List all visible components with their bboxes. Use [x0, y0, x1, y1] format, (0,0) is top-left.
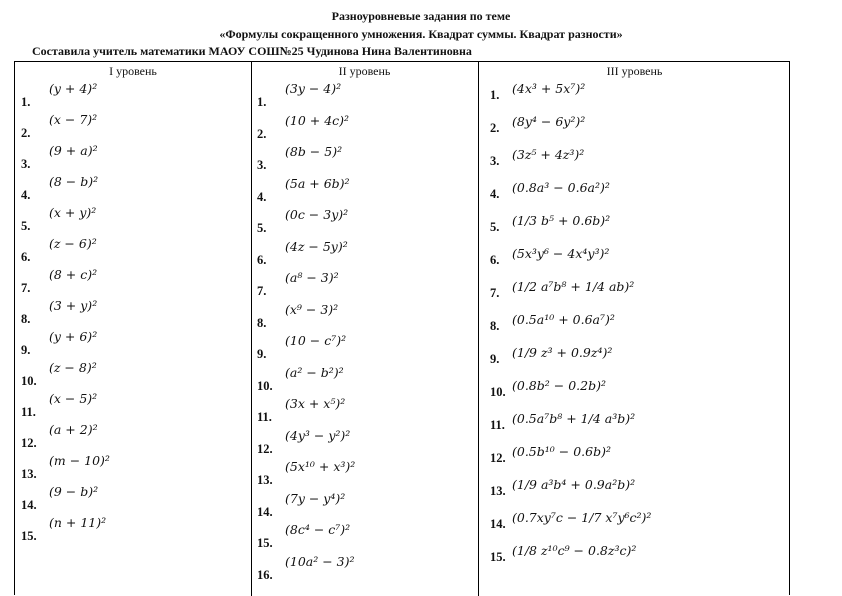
task-number: 6.	[21, 250, 31, 264]
task-number: 9.	[257, 347, 267, 361]
task-number: 10.	[257, 378, 273, 393]
level-3-title: III уровень	[606, 64, 663, 78]
task-number: 16.	[257, 567, 273, 582]
task-expression: (3z⁵ + 4z³)²	[512, 147, 585, 162]
task-expression: (0.8a³ − 0.6a²)²	[512, 180, 610, 195]
level-1-title: I уровень	[109, 64, 157, 78]
task-expression: (z − 6)²	[49, 236, 97, 251]
task-expression: (4x³ + 5x⁷)²	[512, 81, 586, 96]
task-expression: (5x³y⁶ − 4x⁴y³)²	[512, 246, 610, 261]
task-expression: (1/3 b⁵ + 0.6b)²	[512, 213, 611, 228]
task-number: 3.	[257, 158, 267, 172]
task-number: 6.	[257, 252, 267, 267]
level-2-column	[251, 62, 479, 596]
task-number: 8.	[257, 315, 267, 330]
task-expression: (a⁸ − 3)²	[285, 270, 339, 285]
task-number: 12.	[490, 451, 506, 465]
task-expression: (a + 2)²	[49, 422, 98, 437]
task-expression: (0.7xy⁷c − 1/7 x⁷y⁶c²)²	[512, 510, 652, 525]
task-number: 9.	[490, 352, 500, 366]
task-number: 2.	[21, 126, 31, 140]
task-number: 8.	[21, 312, 31, 326]
task-expression: (0.5a⁷b⁸ + 1/4 a³b)²	[512, 411, 636, 426]
task-number: 12.	[257, 441, 273, 456]
task-number: 1.	[21, 95, 31, 109]
task-expression: (1/8 z¹⁰c⁹ − 0.8z³c)²	[512, 543, 637, 558]
task-expression: (y + 4)²	[49, 81, 98, 96]
task-number: 3.	[21, 157, 31, 171]
task-expression: (0c − 3y)²	[285, 207, 349, 222]
task-expression: (9 − b)²	[49, 484, 99, 499]
task-number: 14.	[257, 504, 273, 519]
task-number: 13.	[490, 484, 506, 498]
task-expression: (8c⁴ − c⁷)²	[285, 522, 351, 537]
task-number: 1.	[257, 95, 267, 109]
task-number: 5.	[21, 219, 31, 233]
level-2-title: II уровень	[338, 64, 391, 78]
level-1-column	[15, 62, 252, 596]
task-number: 12.	[21, 436, 37, 450]
task-expression: (8 + c)²	[49, 267, 98, 282]
task-expression: (x + y)²	[49, 205, 97, 220]
tasks-table	[14, 61, 790, 595]
task-number: 3.	[490, 154, 500, 168]
task-number: 4.	[21, 188, 31, 202]
task-expression: (4z − 5y)²	[285, 238, 348, 254]
task-number: 9.	[21, 343, 31, 357]
task-expression: (4y³ − y²)²	[285, 427, 351, 443]
task-expression: (5x¹⁰ + x³)²	[285, 459, 356, 474]
level-3-column	[478, 62, 791, 596]
task-number: 2.	[490, 121, 500, 135]
task-expression: (10 + 4c)²	[285, 112, 350, 128]
task-number: 13.	[21, 467, 37, 481]
task-expression: (0.5b¹⁰ − 0.6b)²	[512, 444, 611, 459]
task-number: 2.	[257, 126, 267, 141]
task-number: 7.	[21, 281, 31, 295]
task-number: 10.	[490, 385, 506, 399]
task-expression: (x⁹ − 3)²	[285, 301, 339, 317]
task-expression: (0.8b² − 0.2b)²	[512, 378, 606, 393]
task-number: 11.	[257, 410, 272, 424]
task-number: 14.	[490, 517, 506, 531]
task-expression: (9 + a)²	[49, 143, 98, 158]
task-number: 1.	[490, 88, 500, 102]
task-expression: (10 − c⁷)²	[285, 333, 347, 348]
task-expression: (n + 11)²	[49, 515, 107, 530]
task-expression: (1/9 z³ + 0.9z⁴)²	[512, 345, 613, 360]
task-expression: (3 + y)²	[49, 298, 98, 313]
task-expression: (z − 8)²	[49, 360, 97, 375]
task-expression: (5a + 6b)²	[285, 175, 350, 191]
task-expression: (1/2 a⁷b⁸ + 1/4 ab)²	[512, 279, 635, 294]
task-expression: (8y⁴ − 6y²)²	[512, 114, 586, 129]
task-expression: (x − 5)²	[49, 391, 98, 406]
task-number: 6.	[490, 253, 500, 267]
task-expression: (1/9 a³b⁴ + 0.9a²b)²	[512, 477, 636, 492]
task-number: 14.	[21, 498, 37, 512]
document-title: Разноуровневые задания по теме	[331, 9, 511, 23]
task-number: 4.	[490, 187, 500, 201]
task-number: 5.	[257, 221, 267, 235]
task-number: 15.	[21, 529, 37, 543]
document-subtitle: «Формулы сокращенного умножения. Квадрат суммы. Квадрат разности»	[219, 27, 623, 41]
document-author: Составила учитель математики МАОУ СОШ№25 Чудинова Нина Валентиновна	[32, 44, 472, 58]
task-number: 7.	[257, 284, 267, 298]
task-expression: (0.5a¹⁰ + 0.6a⁷)²	[512, 312, 615, 327]
task-expression: (8 − b)²	[49, 174, 99, 189]
task-number: 11.	[490, 418, 505, 432]
task-number: 10.	[21, 374, 37, 388]
task-number: 15.	[490, 550, 506, 564]
task-number: 7.	[490, 286, 500, 300]
task-number: 4.	[257, 189, 267, 204]
task-expression: (8b − 5)²	[285, 144, 343, 159]
task-expression: (y + 6)²	[49, 329, 98, 344]
task-expression: (3y − 4)²	[285, 81, 342, 96]
task-expression: (m − 10)²	[49, 453, 110, 468]
task-expression: (x − 7)²	[49, 112, 98, 127]
task-number: 13.	[257, 473, 273, 487]
task-number: 5.	[490, 220, 500, 234]
task-expression: (3x + x⁵)²	[285, 396, 346, 411]
task-number: 11.	[21, 405, 36, 419]
task-number: 15.	[257, 536, 273, 550]
task-expression: (a² − b²)²	[285, 364, 344, 380]
task-expression: (7y − y⁴)²	[285, 490, 346, 506]
task-number: 8.	[490, 319, 500, 333]
task-expression: (10a² − 3)²	[285, 553, 355, 569]
